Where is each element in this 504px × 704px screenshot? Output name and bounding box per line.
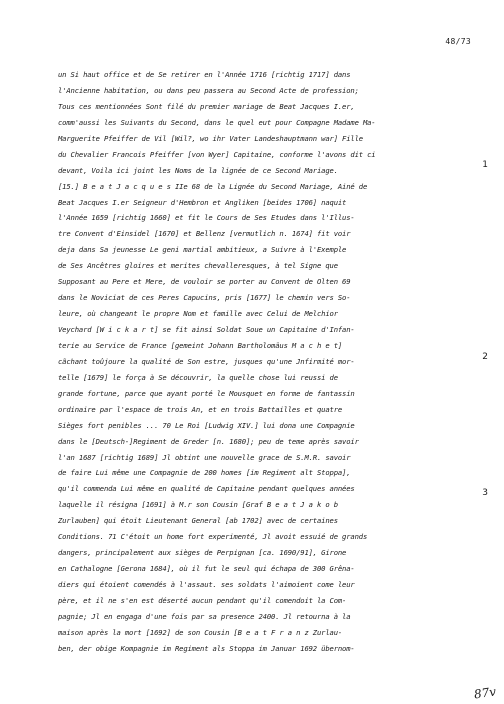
text-line: l'an 1687 [richtig 1689] Jl obtint une nouvelle grace de S.M.R. savoir <box>58 452 351 462</box>
text-line: ordinaire par l'espace de trois An, et en trois Battailles et quatre <box>58 404 343 414</box>
margin-note: 2 <box>482 352 488 362</box>
text-line: grande fortune, parce que ayant porté le Mousquet en forme de fantassin <box>58 388 355 398</box>
text-line: l'Ancienne habitation, ou dans peu passera au Second Acte de profession; <box>58 85 359 95</box>
text-line: maison après la mort [1692] de son Cousin [B e a t F r a n z Zurlau- <box>58 627 343 637</box>
text-line: de Ses Ancêtres gloires et merites chevalleresques, à tel Signe que <box>58 261 338 271</box>
text-line: l'Année 1659 [richtig 1660] et fit le Cours de Ses Etudes dans l'Illus- <box>58 213 355 223</box>
page-number: 48/73 <box>445 37 471 46</box>
text-line: Sièges fort penibles ... 70 Le Roi [Ludwig XIV.] lui dona une Compagnie <box>58 420 355 430</box>
margin-note: 1 <box>482 160 488 170</box>
folio-mark: 87v <box>473 684 497 702</box>
text-line: Veychard [W i c k a r t] se fit ainsi Soldat Soue un Capitaine d'Infan- <box>58 325 355 334</box>
text-line: comm'aussi les Suivants du Second, dans le quel eut pour Compagne Madame Ma- <box>58 117 376 127</box>
text-line: dans le [Deutsch-]Regiment de Greder [n. 1680]; peu de teme après savoir <box>58 436 359 446</box>
text-line: terie au Service de France [gemeint Johann Bartholomäus M a c h e t] <box>58 340 343 350</box>
text-line: deja dans Sa jeunesse Le geni martial ambitieux, a Suivre à l'Exemple <box>58 245 347 255</box>
text-line: de faire Lui même une Compagnie de 200 homes [im Regiment alt Stoppa], <box>58 468 351 478</box>
text-line: telle [1679] le força à Se découvrir, la quelle chose lui reussi de <box>58 372 338 382</box>
text-line: laquelle il résigna [1691] à M.r son Cousin [Graf B e a t J a k o b <box>58 500 338 510</box>
text-line: en Cathalogne [Gerona 1684], où il fut le seul qui échapa de 300 Grêna- <box>58 564 355 574</box>
text-line: leure, où changeant le propre Nom et famille avec Celui de Melchior <box>58 309 338 319</box>
text-line: qu'il commenda Lui même en qualité de Capitaine pendant quelques années <box>58 484 355 494</box>
text-line: Zurlauben] qui étoit Lieutenant General [ab 1702] avec de certaines <box>58 516 338 526</box>
text-line: cãchant toûjoure la qualité de Son estre, jusques qu'une Jnfirmité mor- <box>58 356 355 366</box>
text-line: pagnie; Jl en engaga d'une fois par sa presence 2400. Jl retourna à la <box>58 611 351 621</box>
text-line: Conditions. 71 C'étoit un home fort experimenté, Jl avoit essuié de grands <box>58 532 368 542</box>
text-line: Marguerite Pfeiffer de Vil [Wil?, wo ihr Vater Landeshauptmann war] Fille <box>58 133 363 143</box>
text-line: du Chevalier Francois Pfeiffer [von Wyer] Capitaine, conforme l'avons dit ci <box>58 149 376 159</box>
text-line: diers qui étoient comendés à l'assaut. ses soldats l'aimoient come leur <box>58 580 355 589</box>
text-line: ben, der obige Kompagnie im Regiment als Stoppa im Januar 1692 übernom- <box>58 643 355 653</box>
text-line: Tous ces mentionnées Sont filé du premier mariage de Beat Jacques I.er, <box>58 101 355 111</box>
transcription-body <box>58 67 462 657</box>
text-line: dans le Noviciat de ces Peres Capucins, pris [1677] le chemin vers So- <box>58 293 351 303</box>
text-line: [15.] B e a t J a c q u e s IIe 68 de la Lignée du Second Mariage, Ainé de <box>58 181 368 191</box>
text-line: Beat Jacques I.er Seigneur d'Hembron et Angliken [beides 1706] naquit <box>58 197 347 207</box>
text-line: un Si haut office et de Se retirer en l'Année 1716 [richtig 1717] dans <box>58 70 351 79</box>
text-line: devant, Voila ici joint les Noms de la lignée de ce Second Mariage. <box>58 165 338 175</box>
text-line: tre Convent d'Einsidel [1670] et Bellenz [vermutlich n. 1674] fit voir <box>58 229 351 239</box>
margin-note: 3 <box>482 488 488 498</box>
text-line: père, et il ne s'en est déserté aucun pendant qu'il comendoit la Com- <box>58 595 347 605</box>
text-line: dangers, principalement aux sièges de Perpignan [ca. 1690/91], Girone <box>58 548 347 558</box>
text-line: Supposant au Pere et Mere, de vouloir se porter au Convent de Olten 69 <box>58 277 351 287</box>
